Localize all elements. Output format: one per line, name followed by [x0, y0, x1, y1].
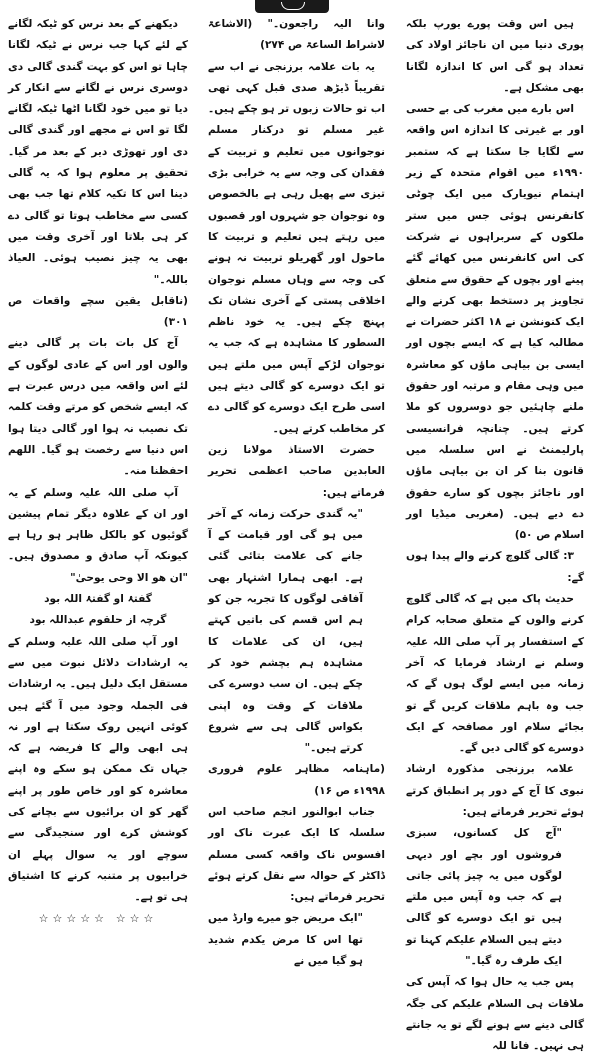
- paragraph: آپ صلی اللہ علیہ وسلم کے یہ اور ان کے علاوہ دیگر تمام پیشین گوئیوں کو بالکل ظاہر ہو رہا ہے کیونکہ آپ صادق و مصدوق ہیں۔ "ان ھو الا وحی یوحیٰ": [8, 486, 188, 584]
- paragraph: یہ بات علامہ برزنجی نے اب سے تقریباً ڈیڑھ صدی قبل کہی تھی اب تو حالات زبوں تر ہو چکے ہیں۔ غیر مسلم تو درکنار مسلم نوجوانوں میں تعلیم و تربیت کے فقدان کی وجہ سے یہ خرابی بڑی تیزی سے پھیل رہی ہے بالخصوص وہ نوجوان جو شہروں اور قصبوں میں رہتے ہیں تعلیم و تربیت کا ماحول اور گھریلو تربیت نہ ہونے کی وجہ سے وہاں مسلم نوجوان اخلاقی پستی کے آخری نشان تک پہنچ چکے ہیں۔ یہ خود ناظم السطور کا مشاہدہ ہے کہ جب یہ نوجوان لڑکے آپس میں ملتے ہیں تو ایک دوسرے کو گالی دیتے ہیں اسی طرح ایک دوسرے کو گالی دے کر مخاطب کرتے ہیں۔: [208, 60, 385, 435]
- header-ornament-tab: [255, 0, 329, 13]
- reference-citation: وانا الیہ راجعون۔" (الاشاعۃ لاشراط الساعۃ ص ۲۷۴): [208, 18, 385, 52]
- paragraph: حضرت الاستاذ مولانا زین العابدین صاحب اعظمی تحریر فرماتے ہیں:: [208, 443, 385, 499]
- paragraph: حدیث پاک میں ہے کہ گالی گلوچ کرنے والوں کے متعلق صحابہ کرام کے استفسار پر آپ صلی اللہ علیہ وسلم نے ارشاد فرمایا کہ آخر زمانہ میں ایسے لوگ ہوں گے کہ جب وہ باہم ملاقات کریں گے تو بجائے سلام اور مصافحہ کے ایک دوسرے کو گالی دیں گے۔: [406, 593, 584, 755]
- column-middle: [208, 14, 385, 968]
- paragraph: جناب ابوالنور انجم صاحب اس سلسلہ کا ایک عبرت ناک اور افسوس ناک واقعہ کسی مسلم ڈاکٹر کے حوالہ سے نقل کرتے ہوئے تحریر فرماتے ہیں:: [208, 805, 385, 904]
- column-right: [406, 14, 584, 1053]
- block-quote: "یہ گندی حرکت زمانہ کے آخر میں ہو گی اور قیامت کے آ جانے کی علامت بتائی گئی ہے۔ ابھی ہمارا اشتہار بھی آفاقی لوگوں کا تجربہ جن کو ہم اس قسم کی باتیں کہتے ہیں، ان کی علامات کا مشاہدہ ہم بچشم خود کر چکے ہیں۔ ان سب دوسرے کی ملاقات کے وقت وہ اپنی بکواس گالی ہی سے شروع کرتے ہیں۔": [208, 507, 363, 755]
- paragraph: اس بارے میں مغرب کی بے حسی اور بے غیرتی کا اندازہ اس واقعہ سے لگایا جا سکتا ہے کہ ستمبر ۱۹۹۰ء میں اقوام متحدہ کے زیر اہتمام نیویارک میں ایک چوٹی کانفرنس ہوئی جس میں ستر ملکوں کے سربراہوں نے شرکت کی اس کانفرنس میں کھائے گئے پینے اور بچوں کے حقوق سے متعلق تجاویز پر دستخط بھی کرنے والے ایک کنونشن نے ۱۸ اکثر حضرات نے مطالبہ کیا ہے کہ ایسے بچوں اور ایسی بن بیاہی ماؤں کو معاشرہ میں وہی مقام و مرتبہ اور حقوق ملنے چاہئیں جو دوسروں کو ملا کرتے ہیں۔ چنانچہ فرانسیسی پارلیمنٹ نے اس سلسلہ میں قانون بنا کر ان بن بیاہی ماؤں اور ناجائز بچوں کو سارے حقوق دے دیے ہیں۔ (مغربی میڈیا اور اسلام ص ۵۰): [406, 103, 584, 542]
- paragraph: پس جب یہ حال ہوا کہ آپس کی ملاقات ہی السلام علیکم کی جگہ گالی دینے سے ہونے لگے تو یہ جانتے ہی نہیں۔ فانا للہ: [406, 976, 584, 1053]
- reference-citation: (ناقابل یقین سچے واقعات ص ۳۰۱): [8, 294, 188, 329]
- column-left: [8, 14, 188, 926]
- reference-citation: (ماہنامہ مظاہر علوم فروری ۱۹۹۸ء ص ۱۶): [208, 763, 385, 797]
- paragraph: علامہ برزنجی مذکورہ ارشاد نبوی کا آج کے دور پر انطباق کرتے ہوئے تحریر فرماتے ہیں:: [406, 763, 584, 818]
- paragraph: دیکھنے کے بعد نرس کو ٹیکہ لگانے کے لئے کہا جب نرس نے ٹیکہ لگانا چاہا تو اس کو بہت گندی گالی دی دوسری نرس نے لگانے سے انکار کر دیا تو میں خود لگانا اٹھا ٹیکہ لگانے لگا تو اس نے مجھے اور گندی گالی دی اور تھوڑی دیر کے بعد مر گیا۔ تحقیق پر معلوم ہوا کہ یہ گالی دینا اس کا تکیہ کلام تھا جب بھی کسی سے مخاطب ہوتا تو گالی دے کر ہی بلاتا اور آخری وقت میں بھی یہ چیز نصیب ہوئی۔ العیاذ باللہ۔": [8, 18, 188, 286]
- ornament-icon: [281, 2, 305, 10]
- section-end-stars: ☆☆☆ ☆☆☆☆☆: [38, 912, 158, 926]
- paragraph: اور آپ صلی اللہ علیہ وسلم کے یہ ارشادات دلائل نبوت میں سے مستقل ایک دلیل ہیں۔ یہ ارشادات فی الجملہ وجود میں آ گئے ہیں کوئی انہیں روک سکتا ہے اور نہ ہی ابھی والے کا فریضہ ہے کہ جہاں تک ممکن ہو سکے وہ اپنے معاشرہ کو اور خاص طور پر اپنے گھر کو ان برائیوں سے بچانے کی کوشش کرے اور سنجیدگی سے سوچے اور یہ سوال پہلے ان خرابیوں پر متنبہ کرنے کا اشتیاق ہی تو ہے۔: [8, 635, 188, 904]
- verse-line: گرچہ از حلقوم عبداللہ بود: [29, 614, 167, 627]
- paragraph: ہیں اس وقت پورے یورپ بلکہ پوری دنیا میں ان ناجائز اولاد کی تعداد ہو گی اس کا اندازہ لگانا بھی مشکل ہے۔: [406, 18, 584, 94]
- block-quote: "ایک مریض جو میرے وارڈ میں تھا اس کا مرض یکدم شدید ہو گیا میں نے: [208, 912, 363, 968]
- block-quote: "آج کل کسانوں، سبزی فروشوں اور بچے اور دیہی لوگوں میں یہ چیز پائی جاتی ہے کہ جب وہ آپس میں ملتے ہیں تو ایک دوسرے کو گالی دیتے ہیں السلام علیکم کہنا تو ایک طرف رہ گیا۔": [406, 827, 562, 968]
- paragraph: ۳: گالی گلوچ کرنے والے پیدا ہوں گے:: [406, 550, 584, 584]
- paragraph: آج کل بات بات پر گالی دینے والوں اور اس کے عادی لوگوں کے لئے اس واقعہ میں درس عبرت ہے کہ ایسے شخص کو مرتے وقت کلمہ تک نصیب نہ ہوا اور گالی دیتا ہوا اس دنیا سے رخصت ہو گیا۔ اللھم احفظنا منہ۔: [8, 337, 188, 478]
- verse-line: گفتۂ او گفتۂ اللہ بود: [44, 593, 152, 606]
